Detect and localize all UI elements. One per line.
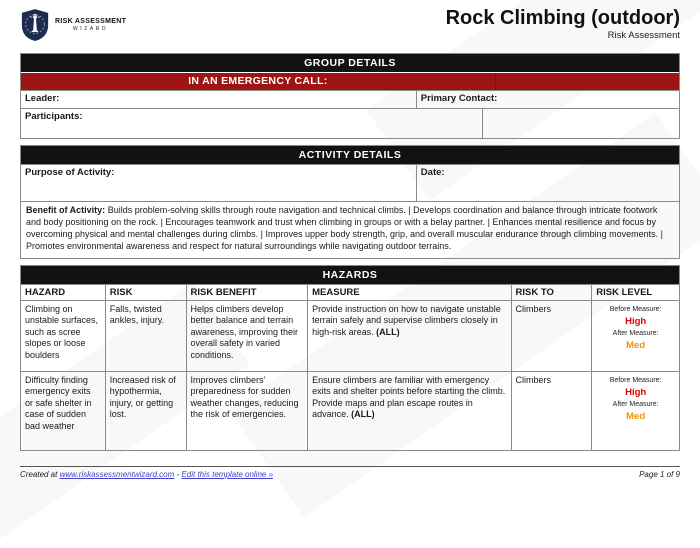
page-subtitle: Risk Assessment	[607, 30, 680, 41]
hazard-cell: Climbing on unstable surfaces, such as scree slopes or loose boulders	[25, 303, 99, 360]
purpose-label: Purpose of Activity:	[25, 167, 115, 178]
measure-audience: (ALL)	[376, 326, 400, 337]
risk-cell: Falls, twisted ankles, injury.	[105, 301, 186, 371]
footer-site-link[interactable]: www.riskassessmentwizard.com	[59, 470, 175, 479]
date-field[interactable]	[416, 165, 679, 201]
before-measure-value: High	[625, 315, 647, 327]
brand-logo-group	[20, 8, 126, 42]
measure-cell	[307, 301, 510, 371]
participants-label: Participants:	[25, 111, 83, 122]
after-measure-label: After Measure:	[612, 329, 659, 337]
hazards-header-row	[21, 284, 679, 300]
emergency-call-bar	[21, 72, 679, 90]
col-header-measure: MEASURE	[307, 285, 510, 300]
footer-credit	[20, 470, 273, 479]
section-header-hazards: HAZARDS	[21, 266, 679, 284]
col-header-risk-benefit: RISK BENEFIT	[186, 285, 308, 300]
measure-cell	[307, 372, 510, 450]
brand-subname: WIZARD	[72, 26, 109, 32]
benefit-label: Benefit of Activity:	[26, 205, 106, 215]
date-label: Date:	[420, 167, 445, 178]
hazard-row	[21, 300, 679, 371]
purpose-field[interactable]	[21, 165, 416, 201]
risk-to-cell: Climbers	[511, 301, 592, 371]
purpose-date-row	[21, 164, 679, 201]
footer-edit-link[interactable]: Edit this template online »	[181, 470, 274, 479]
emergency-call-label: IN AN EMERGENCY CALL:	[188, 75, 328, 87]
participants-row	[21, 108, 679, 138]
document-header	[20, 0, 680, 45]
page-title: Rock Climbing (outdoor)	[445, 7, 680, 29]
benefit-cell	[21, 202, 679, 258]
risk-level-cell	[591, 372, 679, 450]
before-measure-label: Before Measure:	[609, 376, 662, 384]
col-header-risk-to: RISK TO	[511, 285, 592, 300]
brand-name: RISK ASSESSMENT	[55, 18, 127, 25]
page-footer	[20, 466, 680, 479]
leader-label: Leader:	[25, 93, 60, 104]
risk-benefit-cell: Improves climbers’ preparedness for sudden weather changes, reducing the risk of emergencies.	[186, 372, 308, 450]
after-measure-value: Med	[626, 339, 646, 351]
title-block	[446, 8, 680, 41]
risk-cell: Increased risk of hypothermia, injury, or getting lost.	[105, 372, 186, 450]
section-header-group-details: GROUP DETAILS	[21, 54, 679, 72]
section-header-activity-details: ACTIVITY DETAILS	[21, 146, 679, 164]
primary-contact-label: Primary Contact:	[420, 93, 498, 104]
footer-created-text: Created at	[20, 470, 58, 479]
shield-lighthouse-logo-icon	[20, 8, 50, 42]
footer-separator: -	[176, 470, 180, 479]
risk-level-cell	[591, 301, 679, 371]
col-header-risk-level: RISK LEVEL	[591, 285, 679, 300]
activity-details-table	[20, 145, 680, 259]
col-header-risk: RISK	[105, 285, 186, 300]
participants-extra-cell[interactable]	[482, 109, 679, 138]
hazard-row	[21, 371, 679, 450]
leader-field[interactable]	[21, 91, 416, 108]
col-header-hazard: HAZARD	[25, 286, 66, 298]
page-number: Page 1 of 9	[639, 470, 680, 479]
after-measure-label: After Measure:	[612, 400, 659, 408]
risk-benefit-cell: Helps climbers develop better balance and terrain awareness, improving their overall safety in varied conditions.	[186, 301, 308, 371]
risk-to-cell: Climbers	[511, 372, 592, 450]
participants-field[interactable]	[21, 109, 482, 138]
leader-row	[21, 90, 679, 108]
measure-text: Provide instruction on how to navigate unstable terrain safely and supervise climbers closely in high-risk areas.	[312, 303, 501, 337]
before-measure-value: High	[625, 386, 647, 398]
hazards-table	[20, 265, 680, 451]
benefit-row	[21, 201, 679, 258]
brand-text	[55, 18, 126, 32]
hazard-cell: Difficulty finding emergency exits or safe shelter in case of sudden bad weather	[25, 374, 92, 431]
benefit-text: Builds problem-solving skills through route navigation and technical climbs. | Develops coordination and balance through intricate footwork and body positioning on the rock. | Encourages teamwork and trust when climbing in groups or with a belay partner. | Enhances mental resilience and focus by overcoming physical and mental challenges during climbs. | Improves upper body strength, grip, and overall muscular endurance through climbing movements. | Promotes environmental awareness and respect for natural surroundings while navigating outdoor terrains.	[26, 205, 664, 251]
before-measure-label: Before Measure:	[609, 305, 662, 313]
emergency-call-value-cell[interactable]	[495, 73, 679, 90]
measure-audience: (ALL)	[351, 409, 375, 420]
primary-contact-field[interactable]	[416, 91, 679, 108]
after-measure-value: Med	[626, 410, 646, 422]
group-details-table	[20, 53, 680, 139]
measure-text: Ensure climbers are familiar with emergency exits and shelter points before starting the climb. Provide maps and plan escape routes in advance.	[312, 374, 506, 420]
